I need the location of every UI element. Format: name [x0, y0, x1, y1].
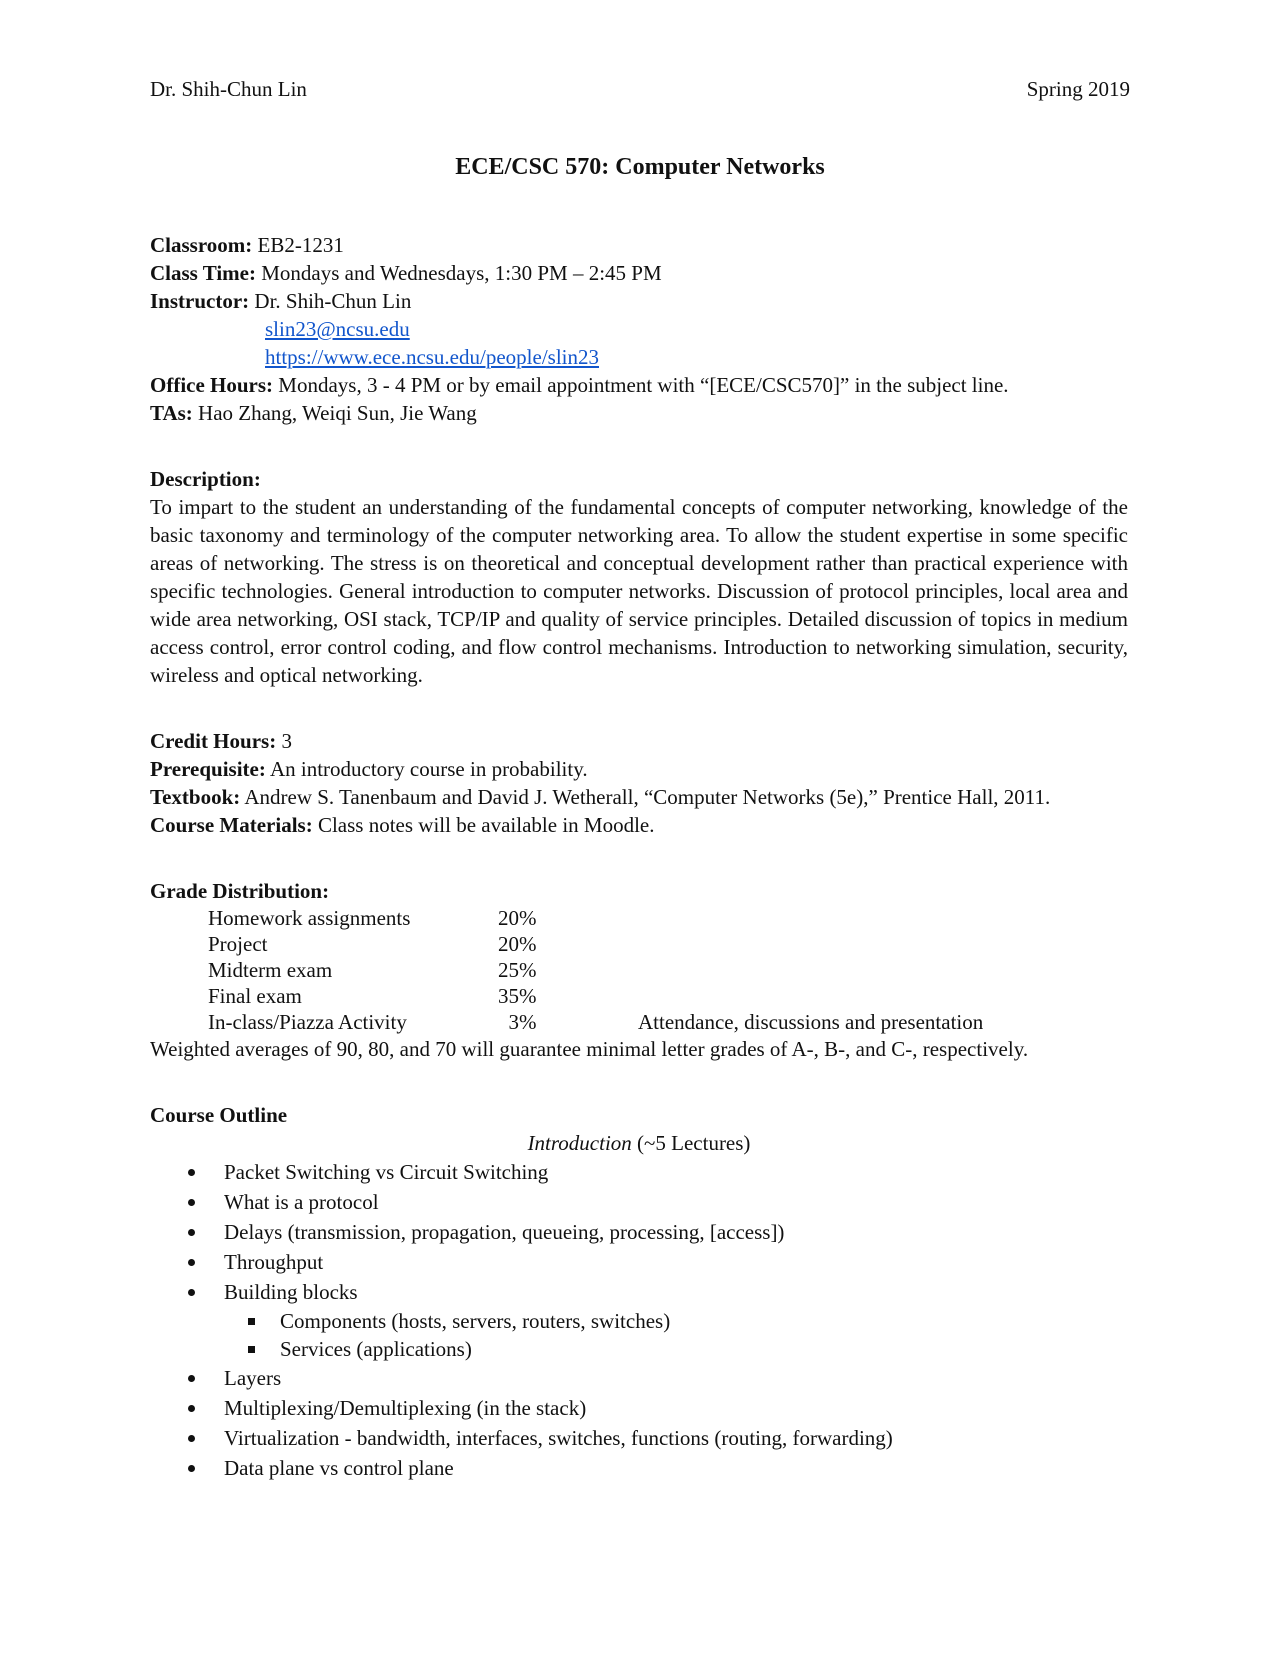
grade-note	[638, 957, 983, 983]
grade-percent: 3%	[498, 1010, 537, 1034]
header-author: Dr. Shih-Chun Lin	[150, 77, 307, 101]
list-item: Virtualization - bandwidth, interfaces, switches, functions (routing, forwarding)	[150, 1423, 1128, 1453]
grade-percent: 20%	[498, 906, 537, 930]
square-bullet-icon	[248, 1346, 255, 1353]
grade-note	[638, 931, 983, 957]
office-hours-line: Office Hours: Mondays, 3 - 4 PM or by email appointment with “[ECE/CSC570]” in the subject line.	[150, 373, 1009, 397]
course-materials-line: Course Materials: Class notes will be available in Moodle.	[150, 813, 655, 837]
instructor-line: Instructor: Dr. Shih-Chun Lin	[150, 289, 412, 313]
list-item: Throughput	[150, 1247, 1128, 1277]
grade-item: Midterm exam	[208, 958, 333, 982]
grade-item: Project	[208, 932, 268, 956]
bullet-icon	[188, 1169, 195, 1176]
instructor-website-link[interactable]: https://www.ece.ncsu.edu/people/slin23	[265, 345, 599, 369]
header-term: Spring 2019	[1026, 77, 1130, 101]
grade-item: In-class/Piazza Activity	[208, 1010, 407, 1034]
grade-percent: 20%	[498, 932, 537, 956]
page-title: ECE/CSC 570: Computer Networks	[455, 154, 825, 180]
list-item: Services (applications)	[150, 1335, 1128, 1363]
table-row	[208, 957, 983, 983]
list-item: Data plane vs control plane	[150, 1453, 1128, 1483]
textbook-line: Textbook: Andrew S. Tanenbaum and David J. Wetherall, “Computer Networks (5e),” Prentice Hall, 2011.	[150, 785, 1051, 809]
prerequisite-line: Prerequisite: An introductory course in probability.	[150, 757, 588, 781]
bullet-icon	[188, 1405, 195, 1412]
square-bullet-icon	[248, 1318, 255, 1325]
bullet-icon	[188, 1259, 195, 1266]
table-row	[208, 931, 983, 957]
grade-percent: 35%	[498, 984, 537, 1008]
class-time-line: Class Time: Mondays and Wednesdays, 1:30 PM – 2:45 PM	[150, 261, 662, 285]
bullet-icon	[188, 1289, 195, 1296]
list-item: Delays (transmission, propagation, queueing, processing, [access])	[150, 1217, 1128, 1247]
outline-list	[150, 1157, 1128, 1307]
grade-footnote: Weighted averages of 90, 80, and 70 will guarantee minimal letter grades of A-, B-, and C-, respectively.	[150, 1037, 1029, 1061]
syllabus-content	[150, 231, 1128, 1483]
grade-distribution-heading: Grade Distribution:	[150, 879, 330, 903]
description-heading: Description:	[150, 467, 261, 491]
list-item: Packet Switching vs Circuit Switching	[150, 1157, 1128, 1187]
grade-table	[208, 905, 983, 1035]
course-outline-heading: Course Outline	[150, 1103, 288, 1127]
page-header	[150, 75, 1130, 103]
bullet-icon	[188, 1435, 195, 1442]
list-item: Components (hosts, servers, routers, switches)	[150, 1307, 1128, 1335]
bullet-icon	[188, 1465, 195, 1472]
table-row	[208, 905, 983, 931]
grade-item: Homework assignments	[208, 906, 411, 930]
table-row	[208, 1009, 983, 1035]
outline-list-continued	[150, 1363, 1128, 1483]
outline-sublist	[150, 1307, 1128, 1363]
bullet-icon	[188, 1229, 195, 1236]
classroom-line: Classroom: EB2-1231	[150, 233, 344, 257]
instructor-email-link[interactable]: slin23@ncsu.edu	[265, 317, 410, 341]
list-item: Multiplexing/Demultiplexing (in the stack)	[150, 1393, 1128, 1423]
credit-hours-line: Credit Hours: 3	[150, 729, 292, 753]
description-text: To impart to the student an understanding of the fundamental concepts of computer networking, knowledge of the basic taxonomy and terminology of the computer networking area. To allow the student expertise in some specific areas of networking. The stress is on theoretical and conceptual development rather than practical experience with specific technologies. General introduction to computer networks. Discussion of protocol principles, local area and wide area networking, OSI stack, TCP/IP and quality of service principles. Detailed discussion of topics in medium access control, error control coding, and flow control mechanisms. Introduction to networking simulation, security, wireless and optical networking.	[150, 495, 1128, 687]
bullet-icon	[188, 1375, 195, 1382]
grade-note	[638, 983, 983, 1009]
grade-note	[638, 905, 983, 931]
tas-line: TAs: Hao Zhang, Weiqi Sun, Jie Wang	[150, 401, 477, 425]
list-item: Building blocks	[150, 1277, 1128, 1307]
grade-percent: 25%	[498, 958, 537, 982]
list-item: Layers	[150, 1363, 1128, 1393]
grade-note: Attendance, discussions and presentation	[638, 1010, 984, 1034]
bullet-icon	[188, 1199, 195, 1206]
outline-section-title: Introduction (~5 Lectures)	[527, 1131, 751, 1155]
table-row	[208, 983, 983, 1009]
grade-item: Final exam	[208, 984, 302, 1008]
list-item: What is a protocol	[150, 1187, 1128, 1217]
